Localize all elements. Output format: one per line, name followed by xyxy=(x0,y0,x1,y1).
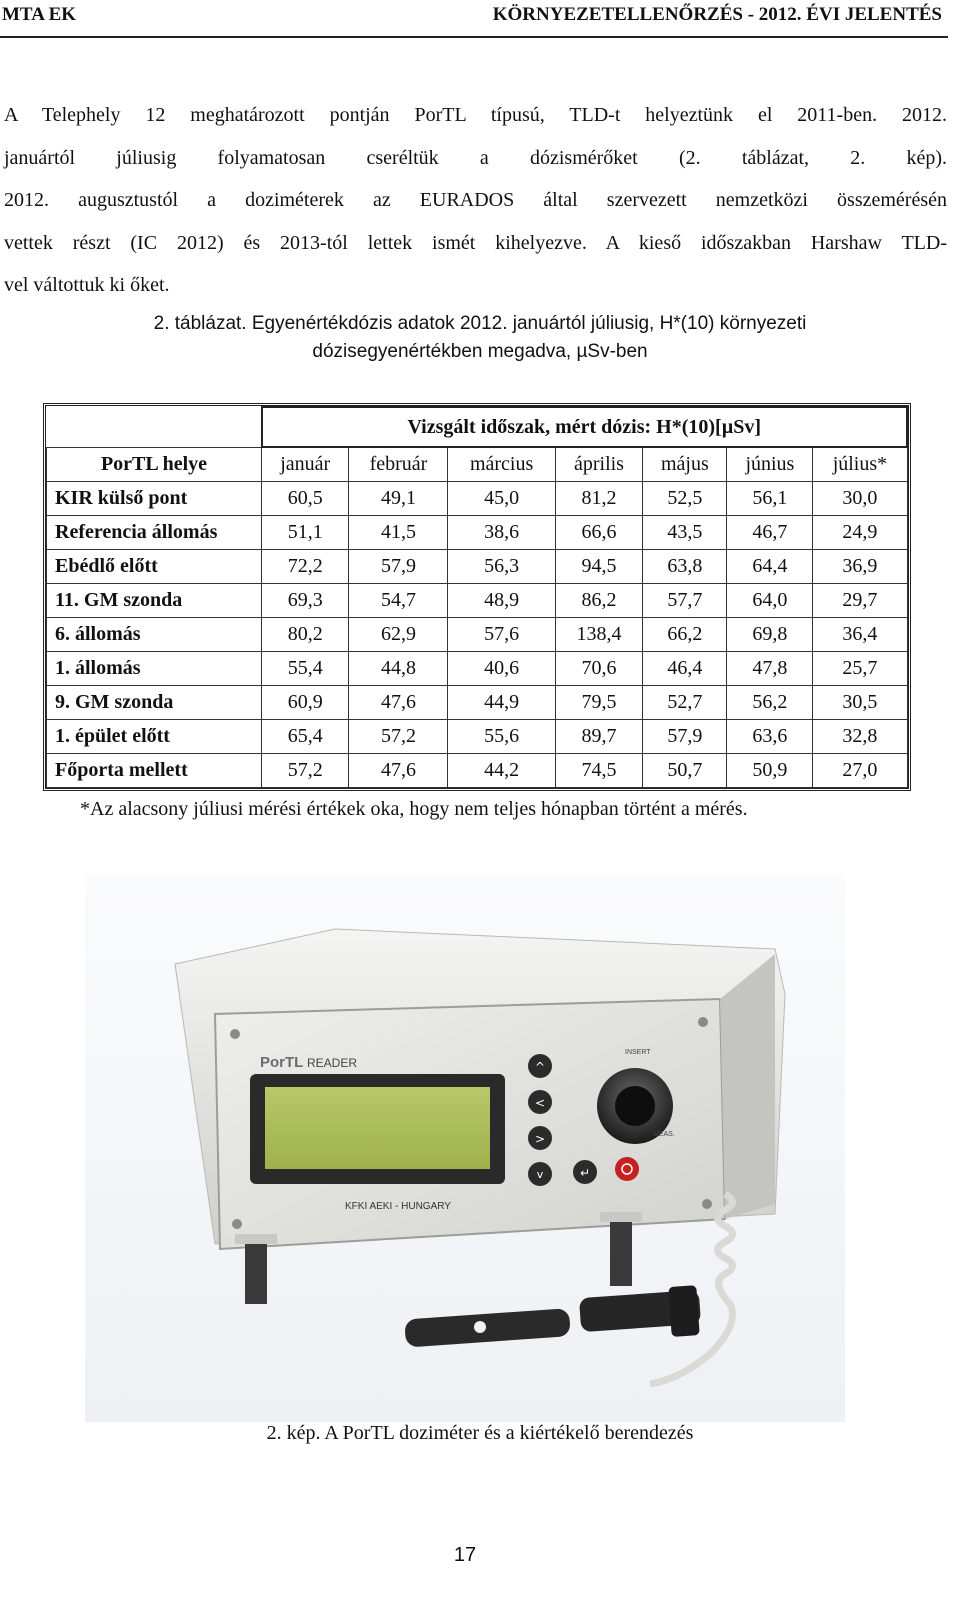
column-header: június xyxy=(727,447,813,482)
dose-value-cell: 41,5 xyxy=(349,516,448,550)
paragraph-line: januártól júliusig folyamatosan cseréltük a dózismérőket (2. táblázat, 2. kép). xyxy=(4,146,947,169)
table-row xyxy=(47,482,908,516)
dose-value-cell: 44,9 xyxy=(448,686,555,720)
header-right: KÖRNYEZETELLENŐRZÉS - 2012. ÉVI JELENTÉS xyxy=(492,4,942,25)
row-label: 1. épület előtt xyxy=(47,720,262,754)
table-caption-line-2: dózisegyenértékben megadva, µSv-ben xyxy=(312,341,648,362)
dose-value-cell: 57,9 xyxy=(643,720,727,754)
dose-value-cell: 46,7 xyxy=(727,516,813,550)
dose-value-cell: 79,5 xyxy=(555,686,643,720)
insert-label: INSERT xyxy=(625,1049,651,1056)
svg-text:^: ^ xyxy=(534,1060,546,1074)
column-header: március xyxy=(448,447,555,482)
dose-table xyxy=(43,403,911,791)
table-caption-line-1: 2. táblázat. Egyenértékdózis adatok 2012. januártól júliusig, H*(10) környezeti xyxy=(153,313,807,334)
dose-value-cell: 56,1 xyxy=(727,482,813,516)
column-header: április xyxy=(555,447,643,482)
dose-value-cell: 44,2 xyxy=(448,754,555,788)
dose-value-cell: 50,9 xyxy=(727,754,813,788)
device-photo xyxy=(85,874,845,1422)
dose-value-cell: 30,0 xyxy=(813,482,907,516)
dose-value-cell: 29,7 xyxy=(813,584,907,618)
row-label: 11. GM szonda xyxy=(47,584,262,618)
paragraph-line: vettek részt (IC 2012) és 2013-tól lettek ismét kihelyezve. A kieső időszakban Harshaw TLD- xyxy=(4,231,947,254)
header-left: MTA EK xyxy=(2,4,77,25)
dose-value-cell: 30,5 xyxy=(813,686,907,720)
dose-value-cell: 63,6 xyxy=(727,720,813,754)
paragraph-line: 2012. augusztustól a doziméterek az EURADOS által szervezett nemzetközi összemérésén xyxy=(4,189,947,211)
dose-value-cell: 36,9 xyxy=(813,550,907,584)
table-row xyxy=(47,652,908,686)
dose-value-cell: 54,7 xyxy=(349,584,448,618)
dose-value-cell: 55,6 xyxy=(448,720,555,754)
column-header: július* xyxy=(813,447,907,482)
row-label: Főporta mellett xyxy=(47,754,262,788)
dose-value-cell: 52,5 xyxy=(643,482,727,516)
table-row xyxy=(47,618,908,652)
dose-value-cell: 47,6 xyxy=(349,754,448,788)
dose-value-cell: 64,0 xyxy=(727,584,813,618)
meas-label: MEAS. xyxy=(653,1131,675,1138)
device-model-label: READER xyxy=(307,1056,358,1070)
table-row xyxy=(47,754,908,788)
portl-device-illustration xyxy=(85,874,845,1422)
dose-value-cell: 47,6 xyxy=(349,686,448,720)
table-row xyxy=(47,584,908,618)
dose-value-cell: 64,4 xyxy=(727,550,813,584)
dose-value-cell: 86,2 xyxy=(555,584,643,618)
table-column-header-row xyxy=(47,447,908,482)
dose-value-cell: 43,5 xyxy=(643,516,727,550)
dose-value-cell: 62,9 xyxy=(349,618,448,652)
dose-value-cell: 80,2 xyxy=(262,618,349,652)
dose-value-cell: 89,7 xyxy=(555,720,643,754)
dose-value-cell: 66,6 xyxy=(555,516,643,550)
dose-value-cell: 74,5 xyxy=(555,754,643,788)
svg-text:↵: ↵ xyxy=(579,1166,591,1180)
table-row xyxy=(47,516,908,550)
table-row xyxy=(47,686,908,720)
dose-value-cell: 69,3 xyxy=(262,584,349,618)
dose-value-cell: 57,2 xyxy=(349,720,448,754)
table-note: *Az alacsony júliusi mérési értékek oka, hogy nem teljes hónapban történt a mérés. xyxy=(80,798,748,820)
dose-value-cell: 48,9 xyxy=(448,584,555,618)
dose-value-cell: 70,6 xyxy=(555,652,643,686)
dose-value-cell: 57,6 xyxy=(448,618,555,652)
row-label: KIR külső pont xyxy=(47,482,262,516)
row-label: 6. állomás xyxy=(47,618,262,652)
table-span-header-row xyxy=(47,407,908,447)
page-number: 17 xyxy=(453,1544,477,1566)
column-header: február xyxy=(349,447,448,482)
dose-value-cell: 32,8 xyxy=(813,720,907,754)
dose-value-cell: 27,0 xyxy=(813,754,907,788)
paragraph-line: vel váltottuk ki őket. xyxy=(4,274,170,296)
svg-text:v: v xyxy=(536,1168,544,1181)
dose-value-cell: 81,2 xyxy=(555,482,643,516)
table-body xyxy=(47,482,908,788)
photo-caption: 2. kép. A PorTL doziméter és a kiértékelő berendezés xyxy=(266,1422,694,1444)
dose-value-cell: 25,7 xyxy=(813,652,907,686)
dose-value-cell: 63,8 xyxy=(643,550,727,584)
span-header: Vizsgált időszak, mért dózis: H*(10)[µSv] xyxy=(262,407,908,447)
row-header-label: PorTL helye xyxy=(47,447,262,482)
column-header: január xyxy=(262,447,349,482)
paragraph-line: A Telephely 12 meghatározott pontján PorTL típusú, TLD-t helyeztünk el 2011-ben. 2012. xyxy=(4,104,947,126)
dose-value-cell: 52,7 xyxy=(643,686,727,720)
dose-value-cell: 57,7 xyxy=(643,584,727,618)
dose-value-cell: 66,2 xyxy=(643,618,727,652)
table-row xyxy=(47,550,908,584)
power-button-icon xyxy=(615,1157,639,1181)
dose-value-cell: 44,8 xyxy=(349,652,448,686)
dose-value-cell: 69,8 xyxy=(727,618,813,652)
dose-value-cell: 55,4 xyxy=(262,652,349,686)
dose-value-cell: 45,0 xyxy=(448,482,555,516)
row-label: 9. GM szonda xyxy=(47,686,262,720)
device-maker-label: KFKI AEKI - HUNGARY xyxy=(345,1201,451,1212)
page-header xyxy=(0,0,948,38)
dose-value-cell: 56,3 xyxy=(448,550,555,584)
svg-text:>: > xyxy=(534,1132,546,1146)
dose-value-cell: 46,4 xyxy=(643,652,727,686)
dose-value-cell: 38,6 xyxy=(448,516,555,550)
dose-value-cell: 60,5 xyxy=(262,482,349,516)
dose-value-cell: 57,2 xyxy=(262,754,349,788)
dose-value-cell: 57,9 xyxy=(349,550,448,584)
device-brand-label: PorTL xyxy=(260,1054,304,1071)
dose-value-cell: 50,7 xyxy=(643,754,727,788)
dose-value-cell: 138,4 xyxy=(555,618,643,652)
row-label: Referencia állomás xyxy=(47,516,262,550)
row-label: 1. állomás xyxy=(47,652,262,686)
dose-value-cell: 51,1 xyxy=(262,516,349,550)
column-header: május xyxy=(643,447,727,482)
table-row xyxy=(47,720,908,754)
svg-text:<: < xyxy=(534,1096,546,1110)
dose-value-cell: 47,8 xyxy=(727,652,813,686)
dose-value-cell: 94,5 xyxy=(555,550,643,584)
dose-value-cell: 60,9 xyxy=(262,686,349,720)
dose-value-cell: 24,9 xyxy=(813,516,907,550)
dose-value-cell: 72,2 xyxy=(262,550,349,584)
table-corner xyxy=(47,407,262,447)
dose-value-cell: 65,4 xyxy=(262,720,349,754)
dose-value-cell: 49,1 xyxy=(349,482,448,516)
dose-value-cell: 40,6 xyxy=(448,652,555,686)
dose-value-cell: 36,4 xyxy=(813,618,907,652)
row-label: Ebédlő előtt xyxy=(47,550,262,584)
intro-paragraph xyxy=(4,94,947,307)
dose-value-cell: 56,2 xyxy=(727,686,813,720)
